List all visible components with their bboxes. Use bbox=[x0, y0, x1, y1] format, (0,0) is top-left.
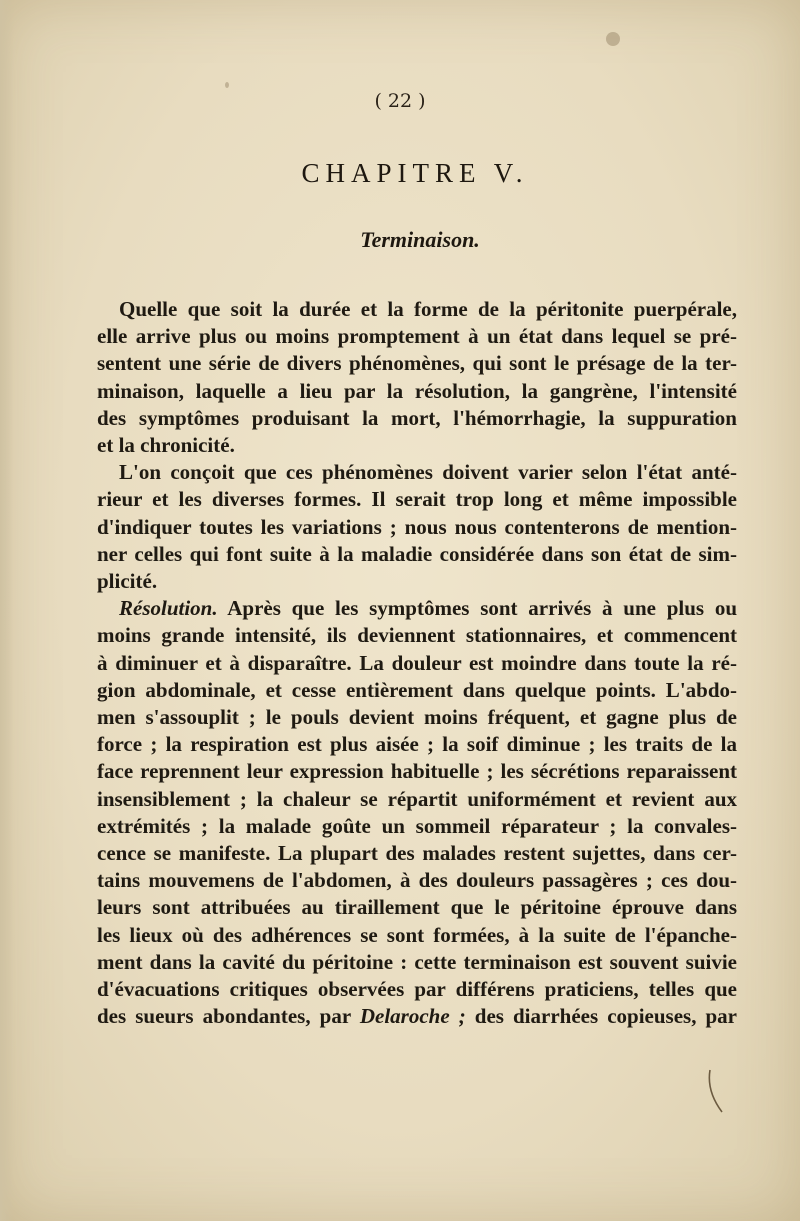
text-line: extrémités ; la malade goûte un sommeil réparateur ; la convales- bbox=[97, 813, 737, 838]
text-line: gion abdominale, et cesse entièrement dans quelque points. L'abdo- bbox=[97, 677, 737, 702]
author-delaroche: Delaroche ; bbox=[359, 1004, 466, 1029]
resolution-label: Résolution. bbox=[119, 596, 218, 621]
body-text bbox=[97, 296, 737, 1030]
text-line: minaison, laquelle a lieu par la résolution, la gangrène, l'intensité bbox=[97, 378, 737, 403]
margin-pencil-mark bbox=[706, 1068, 726, 1116]
text-line: tains mouvemens de l'abdomen, à des douleurs passagères ; ces dou- bbox=[97, 868, 737, 893]
text-line-end: des diarrhées copieuses, par bbox=[465, 1004, 738, 1029]
text-line: men s'assouplit ; le pouls devient moins fréquent, et gagne plus de bbox=[97, 705, 737, 730]
text-line: les lieux où des adhérences se sont formées, à la suite de l'épanche- bbox=[97, 922, 737, 947]
text-line: moins grande intensité, ils deviennent stationnaires, et commencent bbox=[97, 623, 737, 648]
text-line: force ; la respiration est plus aisée ; la soif diminue ; les traits de la bbox=[97, 732, 737, 757]
text-line: rieur et les diverses formes. Il serait trop long et même impossible bbox=[97, 487, 737, 512]
text-line: leurs sont attribuées au tiraillement que le péritoine éprouve dans bbox=[97, 895, 737, 920]
text-line: L'on conçoit que ces phénomènes doivent varier selon l'état anté- bbox=[119, 460, 737, 485]
text-line: cence se manifeste. La plupart des malades restent sujettes, dans cer- bbox=[97, 841, 737, 866]
section-title: Terminaison. bbox=[360, 227, 480, 252]
text-line: des symptômes produisant la mort, l'hémorrhagie, la suppuration bbox=[97, 405, 737, 430]
text-line: ner celles qui font suite à la maladie considérée dans son état de sim- bbox=[97, 541, 737, 566]
text-line: d'indiquer toutes les variations ; nous nous contenterons de mention- bbox=[97, 514, 737, 539]
text-line: insensiblement ; la chaleur se répartit uniformément et revient aux bbox=[97, 786, 737, 811]
text-line: Quelle que soit la durée et la forme de la péritonite puerpérale, bbox=[119, 297, 737, 321]
text-line-resolution bbox=[97, 595, 737, 622]
text-line: plicité. bbox=[97, 569, 158, 594]
text-line-start: des sueurs abondantes, par bbox=[97, 1004, 351, 1029]
text-line: à diminuer et à disparaître. La douleur est moindre dans toute la ré- bbox=[97, 650, 737, 675]
ink-dot bbox=[225, 82, 229, 88]
text-line: elle arrive plus ou moins promptement à un état dans lequel se pré- bbox=[97, 324, 737, 349]
text-line: d'évacuations critiques observées par différens praticiens, telles que bbox=[97, 977, 737, 1002]
text-line: face reprennent leur expression habituelle ; les sécrétions reparaissent bbox=[97, 759, 737, 784]
page-number: ( 22 ) bbox=[374, 90, 426, 112]
text-line-rest: Après que les symptômes sont arrivés à une plus ou bbox=[227, 596, 737, 621]
text-line: et la chronicité. bbox=[97, 433, 235, 458]
chapter-title: CHAPITRE V. bbox=[301, 158, 529, 188]
ink-stain bbox=[606, 32, 620, 46]
text-line: sentent une série de divers phénomènes, qui sont le présage de la ter- bbox=[97, 351, 737, 376]
text-line: ment dans la cavité du péritoine : cette terminaison est souvent suivie bbox=[97, 949, 737, 974]
text-line-last bbox=[97, 1003, 737, 1030]
